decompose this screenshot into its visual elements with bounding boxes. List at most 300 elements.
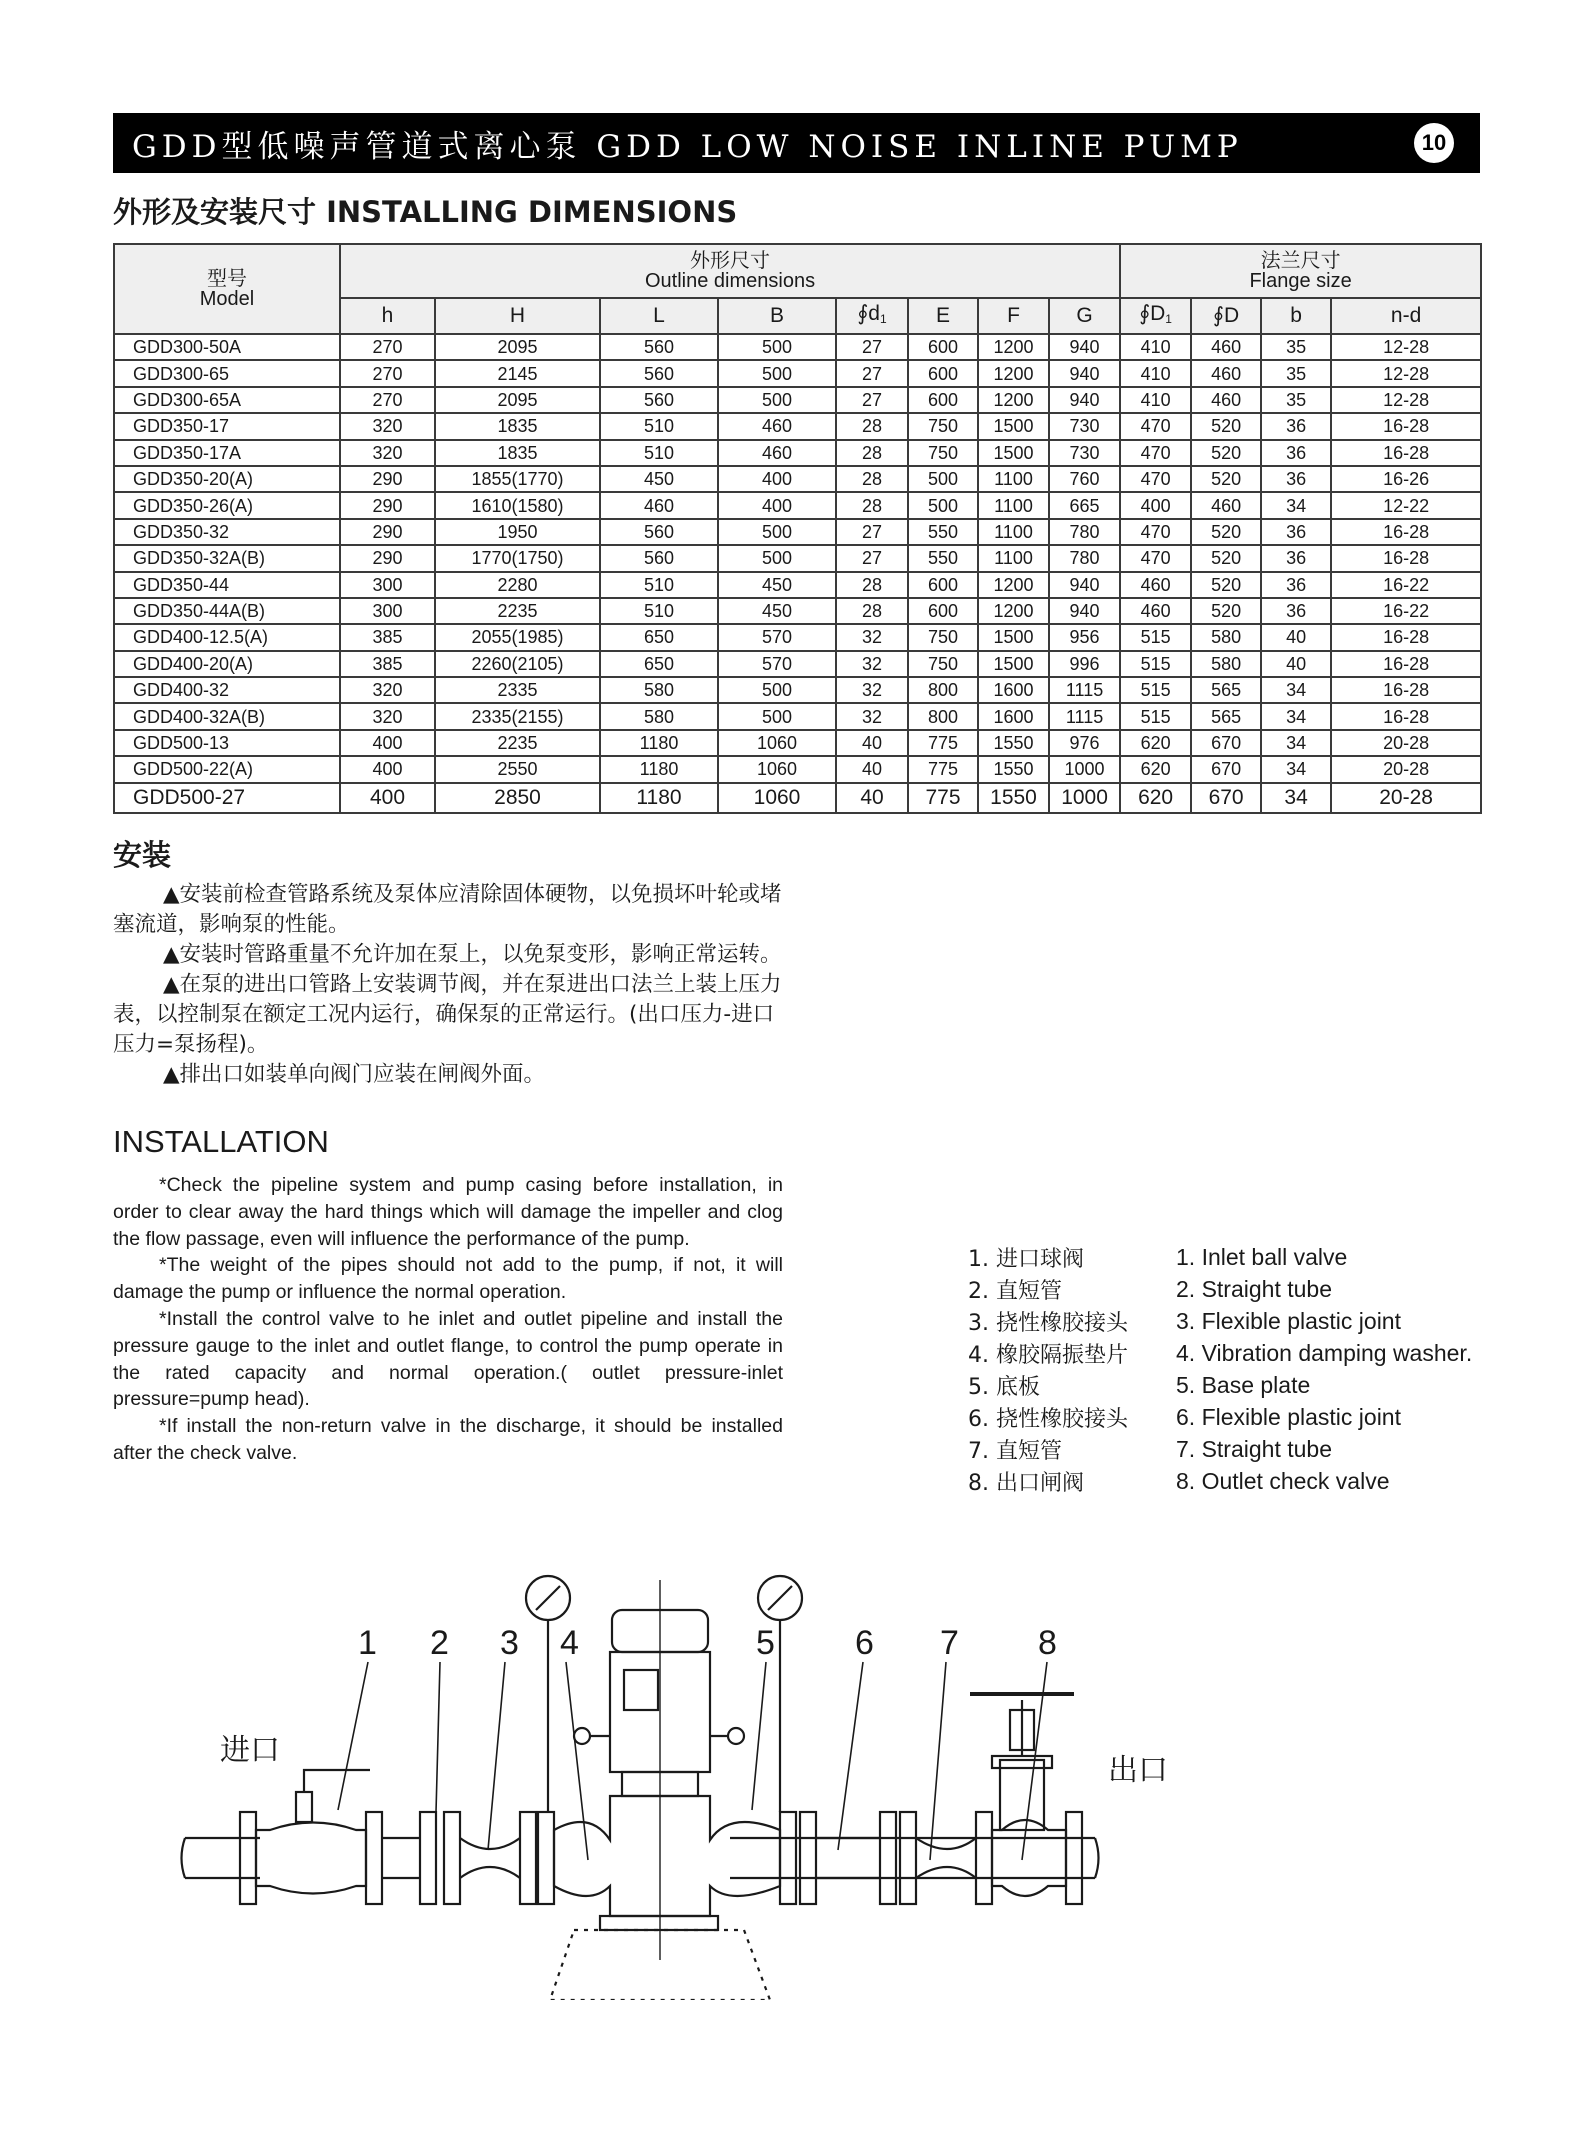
flange-size-header	[1120, 244, 1481, 298]
flexible-joint	[916, 1838, 976, 1878]
column-header-label: ∮D	[1139, 301, 1166, 325]
table-cell: 16-28	[1331, 519, 1481, 545]
table-cell: 1180	[600, 783, 718, 813]
table-cell: 580	[1191, 624, 1261, 650]
callout-8: 8	[1038, 1624, 1057, 1662]
table-cell: 1100	[978, 492, 1049, 518]
table-cell: 650	[600, 651, 718, 677]
callout-2: 2	[430, 1624, 449, 1662]
table-cell: 460	[718, 413, 836, 439]
table-cell: 560	[600, 387, 718, 413]
table-cell: 670	[1191, 783, 1261, 813]
header-banner	[113, 113, 1480, 173]
callout-4: 4	[560, 1624, 579, 1662]
legend-item-cn: 5. 底板	[968, 1375, 1040, 1400]
table-cell: 400	[1120, 492, 1191, 518]
table-row	[114, 334, 1481, 360]
model-header-en: Model	[199, 288, 255, 310]
table-cell: 520	[1191, 519, 1261, 545]
table-cell: 320	[340, 440, 435, 466]
table-cell: 320	[340, 677, 435, 703]
table-cell: 34	[1261, 783, 1331, 813]
outline-header-en: Outline dimensions	[645, 270, 816, 292]
straight-tube	[382, 1838, 420, 1878]
straight-tube	[816, 1838, 880, 1878]
outlet-label: 出口	[1108, 1754, 1168, 1787]
model-cell: GDD400-32	[114, 677, 340, 703]
table-cell: 620	[1120, 730, 1191, 756]
install-paragraph-cn: ▲安装前检查管路系统及泵体应清除固体硬物，以免损坏叶轮或堵塞流道，影响泵的性能。	[113, 882, 782, 937]
table-cell: 515	[1120, 703, 1191, 729]
table-cell: 28	[836, 440, 908, 466]
table-cell: 500	[718, 334, 836, 360]
table-cell: 12-28	[1331, 360, 1481, 386]
table-cell: 36	[1261, 598, 1331, 624]
table-row	[114, 440, 1481, 466]
table-cell: 40	[836, 783, 908, 813]
page-title: GDD型低噪声管道式离心泵 GDD LOW NOISE INLINE PUMP	[132, 128, 1243, 165]
table-cell: 600	[908, 572, 978, 598]
model-cell: GDD500-27	[114, 783, 340, 813]
model-cell: GDD350-32A(B)	[114, 545, 340, 571]
table-cell: 1550	[978, 783, 1049, 813]
column-header: ∮D	[1191, 298, 1261, 334]
table-cell: 956	[1049, 624, 1120, 650]
table-cell: 410	[1120, 334, 1191, 360]
table-cell: 290	[340, 492, 435, 518]
table-cell: 290	[340, 545, 435, 571]
column-header: B	[718, 298, 836, 334]
table-cell: 550	[908, 519, 978, 545]
install-paragraph-cn: ▲在泵的进出口管路上安装调节阀，并在泵进出口法兰上装上压力表，以控制泵在额定工况内运行，确保泵的正常运行。(出口压力-进口压力=泵扬程)。	[113, 972, 782, 1057]
table-cell: 16-28	[1331, 624, 1481, 650]
legend-item-cn: 1. 进口球阀	[968, 1247, 1084, 1272]
pipe-line	[182, 1838, 1099, 1878]
model-cell: GDD350-26(A)	[114, 492, 340, 518]
table-cell: 515	[1120, 677, 1191, 703]
model-cell: GDD400-32A(B)	[114, 703, 340, 729]
table-cell: 20-28	[1331, 730, 1481, 756]
table-cell: 940	[1049, 360, 1120, 386]
table-cell: 450	[718, 572, 836, 598]
table-cell: 1060	[718, 730, 836, 756]
table-cell: 1000	[1049, 756, 1120, 782]
table-cell: 36	[1261, 466, 1331, 492]
table-cell: 470	[1120, 545, 1191, 571]
table-cell: 27	[836, 519, 908, 545]
table-cell: 940	[1049, 387, 1120, 413]
table-cell: 400	[340, 730, 435, 756]
model-cell: GDD500-13	[114, 730, 340, 756]
table-cell: 780	[1049, 545, 1120, 571]
legend-item-cn: 3. 挠性橡胶接头	[968, 1311, 1128, 1336]
callout-5: 5	[756, 1624, 775, 1662]
table-cell: 500	[718, 545, 836, 571]
table-row	[114, 624, 1481, 650]
model-cell: GDD400-20(A)	[114, 651, 340, 677]
model-cell: GDD350-32	[114, 519, 340, 545]
table-cell: 460	[718, 440, 836, 466]
outlet-gate-valve	[970, 1694, 1074, 1896]
table-row	[114, 703, 1481, 729]
table-cell: 560	[600, 519, 718, 545]
table-cell: 520	[1191, 440, 1261, 466]
table-cell: 34	[1261, 703, 1331, 729]
table-cell: 28	[836, 492, 908, 518]
table-cell: 600	[908, 334, 978, 360]
table-row	[114, 783, 1481, 813]
table-body	[114, 334, 1481, 813]
table-cell: 520	[1191, 413, 1261, 439]
table-cell: 500	[718, 387, 836, 413]
table-cell: 470	[1120, 413, 1191, 439]
table-cell: 16-28	[1331, 651, 1481, 677]
table-cell: 1600	[978, 703, 1049, 729]
table-cell: 32	[836, 651, 908, 677]
gauge-needle	[768, 1586, 792, 1610]
table-cell: 1835	[435, 413, 600, 439]
column-header: h	[340, 298, 435, 334]
table-cell: 300	[340, 598, 435, 624]
table-cell: 570	[718, 651, 836, 677]
table-cell: 1200	[978, 572, 1049, 598]
table-cell: 470	[1120, 440, 1191, 466]
model-cell: GDD350-44	[114, 572, 340, 598]
legend-item-en: 4. Vibration damping washer.	[1176, 1340, 1473, 1366]
subscript: 1	[1165, 311, 1172, 326]
table-cell: 600	[908, 360, 978, 386]
table-cell: 16-28	[1331, 440, 1481, 466]
callout-3: 3	[500, 1624, 519, 1662]
table-cell: 290	[340, 519, 435, 545]
table-cell: 320	[340, 703, 435, 729]
table-cell: 12-28	[1331, 387, 1481, 413]
table-cell: 470	[1120, 519, 1191, 545]
table-row	[114, 360, 1481, 386]
column-header: H	[435, 298, 600, 334]
table-cell: 28	[836, 466, 908, 492]
table-cell: 510	[600, 440, 718, 466]
install-paragraph-en: *Check the pipeline system and pump casing before installation, in order to clear away the hard things which will damage the impeller and clog the flow passage, even will influence the performance of the pump.	[113, 1174, 783, 1250]
table-cell: 16-26	[1331, 466, 1481, 492]
outline-header-cn: 外形尺寸	[690, 250, 771, 272]
column-header	[1120, 298, 1191, 334]
section-title: 外形及安装尺寸 INSTALLING DIMENSIONS	[113, 195, 738, 229]
table-cell: 580	[1191, 651, 1261, 677]
table-cell: 35	[1261, 334, 1331, 360]
table-cell: 34	[1261, 677, 1331, 703]
table-cell: 560	[600, 545, 718, 571]
table-cell: 32	[836, 677, 908, 703]
table-cell: 460	[1191, 387, 1261, 413]
flange-header-en: Flange size	[1249, 270, 1352, 292]
subscript: 1	[879, 311, 887, 326]
table-cell: 16-28	[1331, 545, 1481, 571]
table-cell: 775	[908, 756, 978, 782]
installation-diagram	[170, 1560, 1170, 2000]
install-text-cn	[113, 880, 783, 1090]
table-cell: 12-22	[1331, 492, 1481, 518]
table-cell: 470	[1120, 466, 1191, 492]
table-cell: 2550	[435, 756, 600, 782]
table-cell: 2335	[435, 677, 600, 703]
table-cell: 34	[1261, 730, 1331, 756]
table-cell: 27	[836, 387, 908, 413]
install-title-cn: 安装	[113, 838, 172, 872]
table-cell: 1600	[978, 677, 1049, 703]
table-cell: 36	[1261, 413, 1331, 439]
model-cell: GDD350-20(A)	[114, 466, 340, 492]
table-cell: 2850	[435, 783, 600, 813]
table-cell: 20-28	[1331, 756, 1481, 782]
table-cell: 1550	[978, 756, 1049, 782]
page-number-badge: 10	[1414, 123, 1454, 163]
table-cell: 500	[718, 360, 836, 386]
table-cell: 410	[1120, 387, 1191, 413]
model-cell: GDD350-44A(B)	[114, 598, 340, 624]
callout-6: 6	[855, 1624, 874, 1662]
table-cell: 400	[718, 492, 836, 518]
table-cell: 2280	[435, 572, 600, 598]
table-cell: 2335(2155)	[435, 703, 600, 729]
table-cell: 36	[1261, 572, 1331, 598]
legend-item-cn: 2. 直短管	[968, 1279, 1062, 1304]
table-cell: 28	[836, 598, 908, 624]
model-cell: GDD400-12.5(A)	[114, 624, 340, 650]
table-cell: 560	[600, 334, 718, 360]
legend-item-cn: 6. 挠性橡胶接头	[968, 1407, 1128, 1432]
table-cell: 32	[836, 703, 908, 729]
table-cell: 996	[1049, 651, 1120, 677]
install-paragraph-en: *The weight of the pipes should not add to the pump, if not, it will damage the pump or influence the normal operation.	[113, 1254, 783, 1304]
table-cell: 40	[1261, 624, 1331, 650]
inlet-label: 进口	[220, 1734, 280, 1767]
table-row	[114, 730, 1481, 756]
table-cell: 320	[340, 413, 435, 439]
table-cell: 1200	[978, 387, 1049, 413]
column-header: G	[1049, 298, 1120, 334]
table-cell: 565	[1191, 703, 1261, 729]
table-cell: 515	[1120, 624, 1191, 650]
table-cell: 290	[340, 466, 435, 492]
table-cell: 36	[1261, 440, 1331, 466]
table-row	[114, 387, 1481, 413]
table-cell: 1200	[978, 598, 1049, 624]
model-cell: GDD350-17A	[114, 440, 340, 466]
table-cell: 520	[1191, 598, 1261, 624]
install-paragraph-en: *If install the non-return valve in the discharge, it should be installed after the check valve.	[113, 1415, 783, 1464]
table-cell: 300	[340, 572, 435, 598]
table-cell: 1950	[435, 519, 600, 545]
table-cell: 580	[600, 677, 718, 703]
table-cell: 385	[340, 624, 435, 650]
model-cell: GDD300-65A	[114, 387, 340, 413]
table-cell: 28	[836, 572, 908, 598]
table-cell: 1060	[718, 756, 836, 782]
table-cell: 510	[600, 413, 718, 439]
table-cell: 510	[600, 572, 718, 598]
table-row	[114, 492, 1481, 518]
table-cell: 750	[908, 651, 978, 677]
table-cell: 2235	[435, 730, 600, 756]
table-cell: 1610(1580)	[435, 492, 600, 518]
table-cell: 1180	[600, 730, 718, 756]
legend-item-en: 3. Flexible plastic joint	[1176, 1308, 1401, 1334]
table-cell: 1770(1750)	[435, 545, 600, 571]
table-row	[114, 651, 1481, 677]
table-cell: 460	[1191, 360, 1261, 386]
model-cell: GDD350-17	[114, 413, 340, 439]
table-cell: 1835	[435, 440, 600, 466]
legend-item-en: 6. Flexible plastic joint	[1176, 1404, 1401, 1430]
model-cell: GDD500-22(A)	[114, 756, 340, 782]
table-cell: 580	[600, 703, 718, 729]
pump-body	[550, 1580, 780, 2000]
table-cell: 16-28	[1331, 703, 1481, 729]
table-cell: 730	[1049, 440, 1120, 466]
table-cell: 400	[718, 466, 836, 492]
table-cell: 2145	[435, 360, 600, 386]
table-cell: 1100	[978, 545, 1049, 571]
model-cell: GDD300-50A	[114, 334, 340, 360]
column-header: b	[1261, 298, 1331, 334]
table-cell: 28	[836, 413, 908, 439]
table-cell: 500	[718, 703, 836, 729]
table-cell: 460	[1120, 572, 1191, 598]
table-cell: 27	[836, 545, 908, 571]
table-cell: 16-28	[1331, 413, 1481, 439]
table-cell: 1500	[978, 440, 1049, 466]
table-cell: 550	[908, 545, 978, 571]
table-cell: 1060	[718, 783, 836, 813]
table-cell: 760	[1049, 466, 1120, 492]
legend-en	[1176, 1241, 1472, 1497]
table-cell: 775	[908, 730, 978, 756]
table-cell: 410	[1120, 360, 1191, 386]
legend-item-en: 5. Base plate	[1176, 1372, 1311, 1398]
flange-header-cn: 法兰尺寸	[1260, 250, 1341, 272]
outline-dimensions-header	[340, 244, 1120, 298]
table-row	[114, 756, 1481, 782]
table-cell: 670	[1191, 756, 1261, 782]
table-cell: 1500	[978, 624, 1049, 650]
table-cell: 27	[836, 360, 908, 386]
table-cell: 620	[1120, 783, 1191, 813]
table-cell: 460	[1191, 334, 1261, 360]
table-cell: 780	[1049, 519, 1120, 545]
table-cell: 1200	[978, 360, 1049, 386]
table-cell: 460	[1120, 598, 1191, 624]
table-cell: 1000	[1049, 783, 1120, 813]
table-cell: 750	[908, 440, 978, 466]
table-cell: 2235	[435, 598, 600, 624]
table-row	[114, 598, 1481, 624]
legend-item-cn: 4. 橡胶隔振垫片	[968, 1343, 1128, 1368]
table-cell: 570	[718, 624, 836, 650]
table-cell: 35	[1261, 387, 1331, 413]
table-cell: 270	[340, 334, 435, 360]
table-cell: 1115	[1049, 677, 1120, 703]
install-text-en	[113, 1172, 783, 1467]
table-cell: 1500	[978, 651, 1049, 677]
table-cell: 1100	[978, 466, 1049, 492]
legend-item-cn: 7. 直短管	[968, 1439, 1062, 1464]
column-header: n-d	[1331, 298, 1481, 334]
table-cell: 460	[600, 492, 718, 518]
table-cell: 12-28	[1331, 334, 1481, 360]
inlet-ball-valve	[256, 1770, 370, 1894]
install-title-en: INSTALLATION	[113, 1124, 329, 1159]
table-row	[114, 677, 1481, 703]
table-cell: 500	[718, 677, 836, 703]
install-paragraph-en: *Install the control valve to he inlet and outlet pipeline and install the pressure gauge to the inlet and outlet flange, to control the pump operate in the rated capacity and normal operation.( outlet pressure-inlet pressure=pump head).	[113, 1307, 783, 1411]
table-cell: 520	[1191, 572, 1261, 598]
table-cell: 1500	[978, 413, 1049, 439]
column-header	[836, 298, 908, 334]
table-cell: 16-22	[1331, 572, 1481, 598]
pump-motor	[574, 1610, 744, 1796]
table-cell: 940	[1049, 572, 1120, 598]
table-cell: 515	[1120, 651, 1191, 677]
table-cell: 650	[600, 624, 718, 650]
table-cell: 34	[1261, 756, 1331, 782]
table-cell: 565	[1191, 677, 1261, 703]
table-cell: 665	[1049, 492, 1120, 518]
table-cell: 1100	[978, 519, 1049, 545]
dimensions-table	[113, 243, 1482, 814]
table-cell: 270	[340, 360, 435, 386]
column-header: L	[600, 298, 718, 334]
table-cell: 1115	[1049, 703, 1120, 729]
callout-1: 1	[358, 1624, 377, 1662]
model-header-cn: 型号	[207, 268, 247, 290]
table-cell: 500	[908, 466, 978, 492]
table-cell: 1200	[978, 334, 1049, 360]
model-cell: GDD300-65	[114, 360, 340, 386]
column-header: E	[908, 298, 978, 334]
table-cell: 34	[1261, 492, 1331, 518]
table-cell: 460	[1191, 492, 1261, 518]
table-cell: 36	[1261, 519, 1331, 545]
table-cell: 775	[908, 783, 978, 813]
table-cell: 2095	[435, 334, 600, 360]
table-cell: 16-22	[1331, 598, 1481, 624]
table-cell: 385	[340, 651, 435, 677]
install-paragraph-cn: ▲排出口如装单向阀门应装在闸阀外面。	[163, 1062, 546, 1087]
table-cell: 940	[1049, 598, 1120, 624]
gauge-needle	[536, 1586, 560, 1610]
legend-item-cn: 8. 出口闸阀	[968, 1471, 1084, 1496]
legend-item-en: 2. Straight tube	[1176, 1276, 1332, 1302]
table-cell: 520	[1191, 466, 1261, 492]
table-cell: 1550	[978, 730, 1049, 756]
table-cell: 40	[836, 756, 908, 782]
table-row	[114, 466, 1481, 492]
table-cell: 800	[908, 677, 978, 703]
table-cell: 1855(1770)	[435, 466, 600, 492]
table-cell: 2055(1985)	[435, 624, 600, 650]
table-cell: 510	[600, 598, 718, 624]
table-cell: 976	[1049, 730, 1120, 756]
callout-7: 7	[940, 1624, 959, 1662]
column-header: F	[978, 298, 1049, 334]
table-cell: 270	[340, 387, 435, 413]
table-cell: 20-28	[1331, 783, 1481, 813]
table-cell: 670	[1191, 730, 1261, 756]
table-row	[114, 413, 1481, 439]
table-cell: 36	[1261, 545, 1331, 571]
flexible-joint	[460, 1838, 520, 1878]
